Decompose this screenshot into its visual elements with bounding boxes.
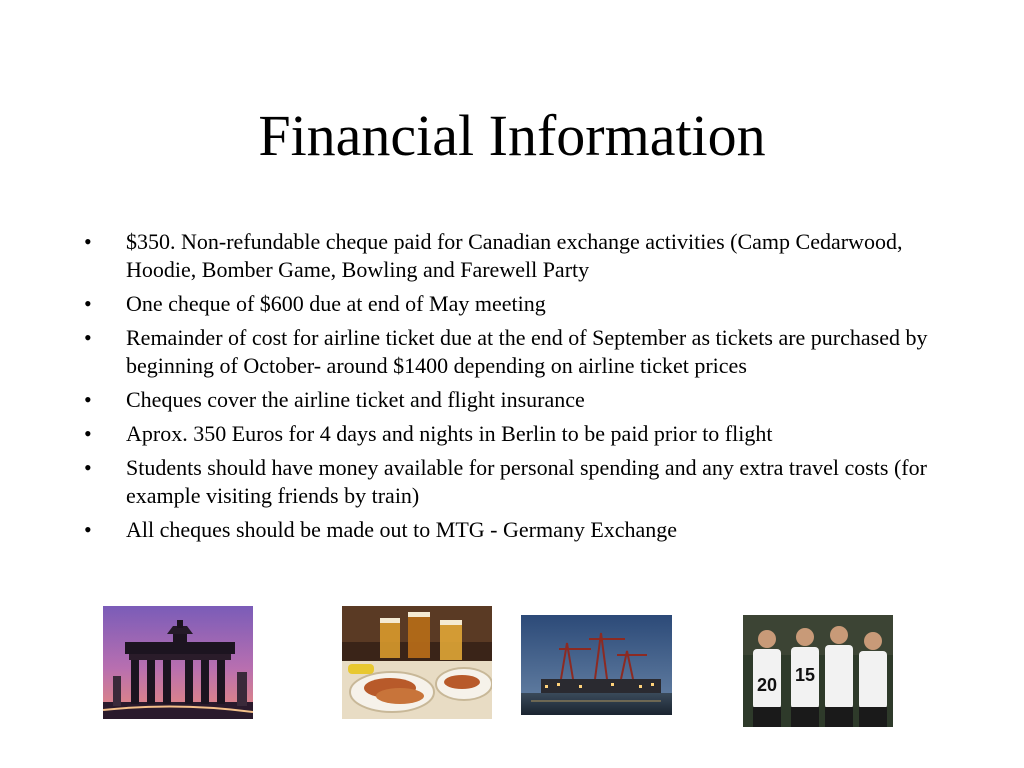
jersey-number-20: 20 — [757, 675, 778, 695]
bullet-item — [82, 228, 942, 284]
bullet-glyph: • — [84, 517, 92, 542]
slide-title: Financial Information — [258, 103, 766, 168]
bullet-text: $350. Non-refundable cheque paid for Canadian exchange activities (Camp Cedarwood, Hoodie, Bomber Game, Bowling and Farewell Party — [126, 229, 903, 282]
bullet-glyph: • — [84, 455, 92, 480]
bullet-text: Remainder of cost for airline ticket due at the end of September as tickets are purchased by beginning of October- around $1400 depending on airline ticket prices — [126, 325, 928, 378]
bullet-glyph: • — [84, 325, 92, 350]
jersey-number-15: 15 — [795, 665, 816, 685]
bullet-item — [82, 454, 942, 510]
bullet-item — [82, 420, 942, 448]
bullet-glyph: • — [84, 229, 92, 254]
bullet-text: Students should have money available for personal spending and any extra travel costs (for example visiting friends by train) — [126, 455, 927, 508]
bullet-list — [82, 228, 942, 550]
bullet-item — [82, 516, 942, 544]
bullet-item — [82, 324, 942, 380]
bullet-text: Aprox. 350 Euros for 4 days and nights in Berlin to be paid prior to flight — [126, 421, 773, 446]
bullet-text: Cheques cover the airline ticket and flight insurance — [126, 387, 585, 412]
bullet-glyph: • — [84, 387, 92, 412]
bullet-item — [82, 290, 942, 318]
bullet-text: All cheques should be made out to MTG - Germany Exchange — [126, 517, 678, 542]
sausage-and-beer-photo — [342, 606, 492, 719]
brandenburg-gate-photo — [103, 606, 253, 719]
football-team-photo — [743, 615, 893, 727]
bullet-item — [82, 386, 942, 414]
bullet-text: One cheque of $600 due at end of May meeting — [126, 291, 546, 316]
bullet-glyph: • — [84, 291, 92, 316]
harbour-cranes-photo — [521, 615, 672, 715]
bullet-glyph: • — [84, 421, 92, 446]
